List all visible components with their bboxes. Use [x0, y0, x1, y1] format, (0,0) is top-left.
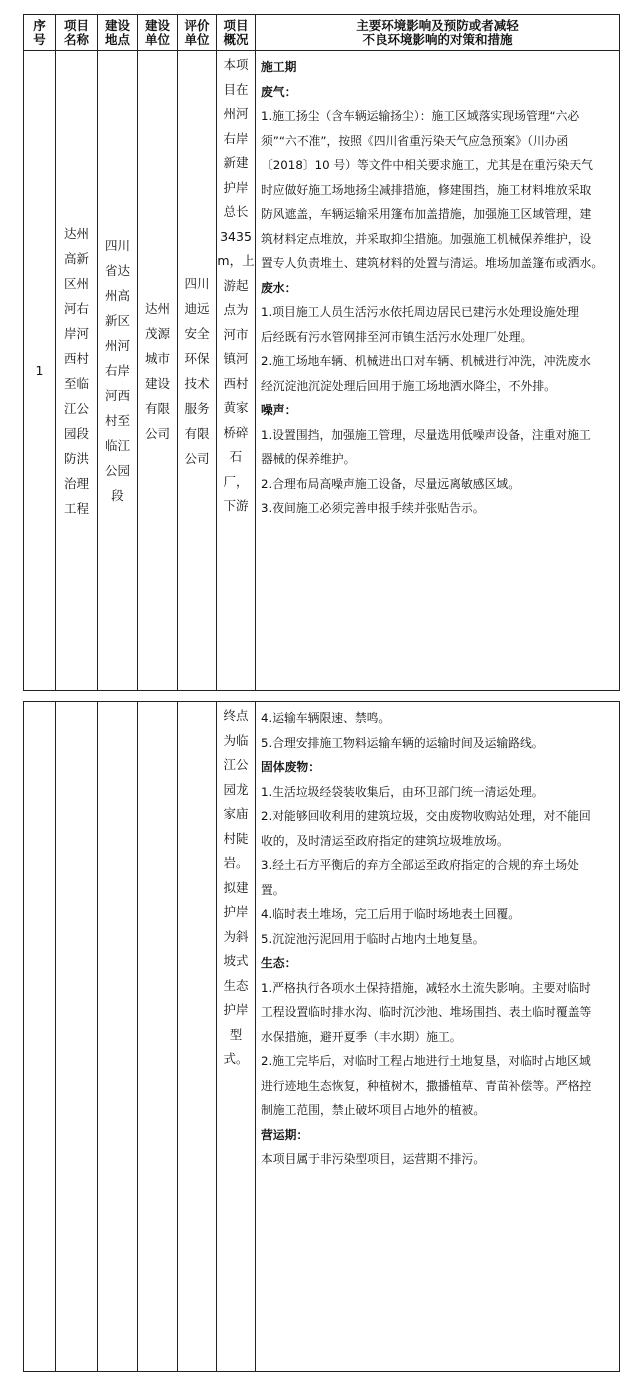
heading-wastewater: 废水：: [261, 280, 297, 295]
measure-line: 1.设置围挡，加强施工管理，尽量选用低噪声设备，注重对施工: [261, 427, 591, 442]
env-table-part-2: [23, 701, 620, 1372]
row-seq: 1: [24, 51, 56, 691]
header-overview: 项目 概况: [217, 15, 256, 51]
row-builder: 达州 茂源 城市 建设 有限 公司: [138, 51, 178, 691]
measure-line: 工程设置临时排水沟、临时沉沙池、堆场围挡、表土临时覆盖等: [261, 1005, 592, 1019]
measure-line: 2.施工完毕后，对临时工程占地进行土地复垦，对临时占地区域: [261, 1054, 591, 1068]
measure-line: 4.临时表土堆场，完工后用于临时场地表土回覆。: [261, 907, 520, 921]
measure-line: 须”“六不准”，按照《四川省重污染天气应急预案》（川办函: [261, 133, 569, 148]
measure-line: 1.严格执行各项水土保持措施，减轻水土流失影响。主要对临时: [261, 980, 591, 995]
measure-line: 收的，及时清运至政府指定的建筑垃圾堆放场。: [261, 833, 509, 848]
measure-line: 3.夜间施工必须完善申报手续并张贴告示。: [261, 501, 485, 515]
table-row: [24, 702, 620, 1372]
measure-line: 防风遮盖，车辆运输采用篷布加盖措施，加强施工区域管理，建: [261, 207, 592, 221]
heading-ecology: 生态：: [261, 956, 297, 970]
measure-line: 本项目属于非污染型项目，运营期不排污。: [261, 1152, 486, 1166]
measure-line: 1.生活垃圾经袋装收集后，由环卫部门统一清运处理。: [261, 784, 544, 799]
row-location: 四川 省达 州高 新区 州河 右岸 河西 村至 临江 公园 段: [98, 51, 138, 691]
heading-exhaust: 废气：: [261, 84, 297, 99]
measure-line: 时应做好施工场地扬尘减排措施，修建围挡，施工材料堆放采取: [261, 182, 592, 197]
measure-line: 1.施工扬尘（含车辆运输扬尘）：施工区域落实现场管理“六必: [261, 109, 580, 123]
row-project-name: 达州 高新 区州 河右 岸河 西村 至临 江公 园段 防洪 治理 工程: [56, 51, 98, 691]
row-overview-cont: 终点 为临 江公 园龙 家庙 村陡 岩。 拟建 护岸 为斜 坡式 生态 护岸 型 式。: [217, 702, 256, 1372]
measure-line: 置专人负责堆土、建筑材料的处置与清运。堆场加盖篷布或洒水。: [261, 256, 604, 270]
measure-line: 3.经土石方平衡后的弃方全部运至政府指定的合规的弃土场处: [261, 858, 579, 872]
heading-construction: 施工期: [261, 60, 297, 74]
header-seq: 序 号: [24, 15, 56, 51]
row-location-cont: [98, 702, 138, 1372]
measure-line: 经沉淀池沉淀处理后回用于施工场地洒水降尘，不外排。: [261, 378, 556, 393]
header-name: 项目 名称: [56, 15, 98, 51]
header-location: 建设 地点: [98, 15, 138, 51]
measure-line: 2.合理布局高噪声施工设备，尽量远离敏感区域。: [261, 476, 520, 491]
measure-line: 2.施工场地车辆、机械进出口对车辆、机械进行冲洗，冲洗废水: [261, 354, 591, 368]
measure-line: 1.项目施工人员生活污水依托周边居民已建污水处理设施处理: [261, 305, 579, 319]
table-row: [24, 51, 620, 691]
measure-line: 筑材料定点堆放，并采取抑尘措施。加强施工机械保养维护，设: [261, 231, 592, 246]
row-seq-cont: [24, 702, 56, 1372]
measure-line: 器械的保养维护。: [261, 452, 356, 466]
header-row: [24, 15, 620, 51]
measure-line: 2.对能够回收利用的建筑垃圾，交由废物收购站处理，对不能回: [261, 809, 591, 823]
row-project-name-cont: [56, 702, 98, 1372]
header-evaluator: 评价 单位: [178, 15, 217, 51]
measure-line: 4.运输车辆限速、禁鸣。: [261, 711, 391, 725]
row-evaluator: 四川 迪远 安全 环保 技术 服务 有限 公司: [178, 51, 217, 691]
measure-line: 5.合理安排施工物料运输车辆的运输时间及运输路线。: [261, 735, 544, 750]
header-builder: 建设 单位: [138, 15, 178, 51]
row-measures-cont: [256, 702, 620, 1372]
header-measures: 主要环境影响及预防或者减轻 不良环境影响的对策和措施: [256, 15, 620, 51]
measure-line: 后经既有污水管网排至河市镇生活污水处理厂处理。: [261, 329, 533, 344]
measure-line: 〔2018〕10 号）等文件中相关要求施工，尤其是在重污染天气: [261, 158, 593, 172]
measure-line: 制施工范围，禁止破坏项目占地外的植被。: [261, 1103, 486, 1117]
measure-line: 水保措施，避开夏季（丰水期）施工。: [261, 1029, 462, 1044]
heading-operation: 营运期：: [261, 1127, 309, 1142]
row-builder-cont: [138, 702, 178, 1372]
row-measures: [256, 51, 620, 691]
heading-noise: 噪声：: [261, 403, 297, 417]
row-evaluator-cont: [178, 702, 217, 1372]
env-table-part-1: [23, 14, 620, 691]
measure-line: 置。: [261, 882, 285, 897]
measure-line: 进行迹地生态恢复，种植树木，撒播植草、青苗补偿等。严格控: [261, 1078, 592, 1093]
measure-line: 5.沉淀池污泥回用于临时占地内土地复垦。: [261, 931, 485, 946]
row-overview: 本项 目在 州河 右岸 新建 护岸 总长 3435 m，上 游起 点为 河市 镇河 西村 黄家 桥碎 石 厂， 下游: [217, 51, 256, 691]
heading-solid-waste: 固体废物：: [261, 760, 320, 774]
